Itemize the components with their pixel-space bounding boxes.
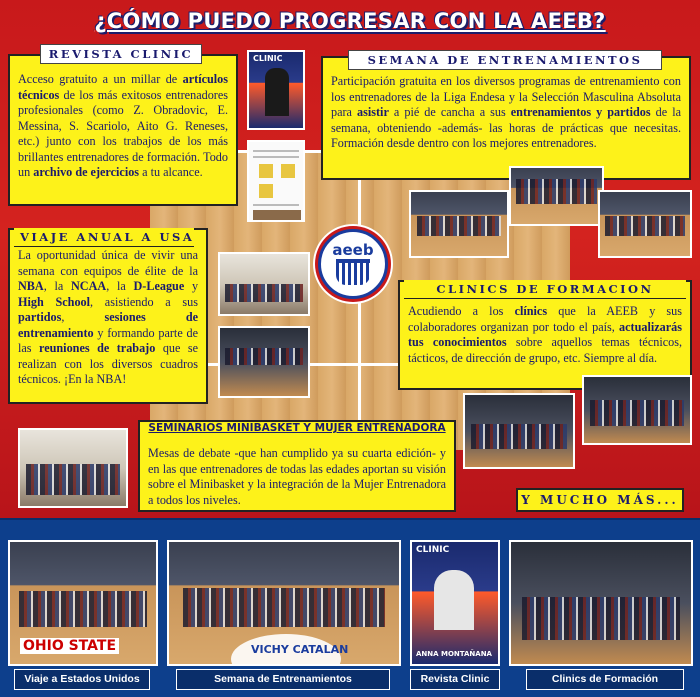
viaje-text: , asistiendo a sus: [90, 294, 198, 309]
caption-revista: Revista Clinic: [410, 669, 500, 690]
caption-clinics: Clinics de Formación: [526, 669, 684, 690]
semana-text: de la semana, obteniendo -además- las horas de prácticas que necesitas. Formación desde dentro con los mejores entrenadores.: [331, 105, 682, 150]
semana-heading: SEMANA DE ENTRENAMIENTOS: [348, 50, 662, 70]
title-bar: [0, 0, 700, 42]
seminarios-text: Mesas de debate -que han cumplido ya su cuarta edición- y en las que entrenadores de todas las edades aportan su visión sobre el Minibasket y la integración de la Mujer Entrenadora a todos los niveles.: [148, 446, 446, 507]
players: [522, 597, 680, 640]
magazine-cover: [247, 50, 305, 130]
meeting-photo: [218, 252, 310, 316]
revista-box: [8, 54, 238, 206]
viaje-bold: reuniones de trabajo: [39, 341, 156, 355]
usa-photo: [8, 540, 158, 666]
arena-photo: [218, 326, 310, 398]
audience: [26, 464, 119, 494]
text-line: [253, 150, 298, 152]
semana-text: Participación gratuita en los diversos programas de entrenamiento con los entrenadores de la Liga Endesa y la Selección Masculina Absoluta para: [331, 74, 681, 119]
clinics-heading: CLINICS DE FORMACION: [404, 280, 686, 299]
viaje-text: , la: [106, 279, 126, 293]
viaje-text: y: [191, 279, 199, 293]
semana-box: [321, 56, 691, 180]
clinics-text: sobre aquellos temas técnicos, tácticos, de dirección de grupo, etc. Siempre al día.: [408, 335, 683, 365]
viaje-heading: VIAJE ANUAL A USA: [14, 228, 194, 247]
cover-name: ANNA MONTAÑANA: [416, 650, 492, 658]
viaje-text: , la: [43, 279, 64, 293]
training-photo: [409, 190, 509, 258]
clinic-photo: [463, 393, 575, 469]
clinics-bold: clínics: [514, 304, 548, 318]
semana-bold: entrenamientos y partidos: [510, 105, 651, 119]
group: [225, 348, 302, 365]
aeeb-logo: [318, 229, 388, 299]
training-photo: [598, 190, 692, 258]
viaje-text: que se realizan con los diversos cuadros técnicos. ¡En la NBA!: [18, 341, 199, 386]
seminarios-heading: SEMINARIOS MINIBASKET Y MUJER ENTRENADORA: [148, 422, 446, 434]
mucho-mas-label: Y MUCHO MÁS...: [516, 488, 684, 512]
team-group: [605, 216, 684, 235]
caption-semana: Semana de Entrenamientos: [176, 669, 390, 690]
vichy-floor-text: VICHY CATALAN: [251, 643, 349, 656]
group: [225, 284, 302, 302]
viaje-text: ,: [61, 310, 65, 324]
clinic-photo: [582, 375, 692, 445]
text-line: [253, 204, 298, 206]
logo-text: aeeb: [332, 241, 374, 259]
caption-usa: Viaje a Estados Unidos: [14, 669, 150, 690]
court-center-line: [358, 153, 361, 453]
basket-icon: [336, 259, 370, 285]
players: [590, 400, 683, 426]
text-line: [253, 156, 298, 158]
revista-text: de los más exitosos entrenadores profesionales (como Z. Obradovic, E. Messina, S. Scariolo, Aito G. Reneses, etc.) junto con los trabajos de los más brillantes entrenadores de formación. Todo un: [18, 87, 228, 179]
viaje-bold: High School: [18, 294, 91, 309]
revista-bold: archivo de ejercicios: [33, 165, 140, 179]
magazine-figure: [265, 68, 289, 116]
revista-bold: artículos técnicos: [18, 72, 229, 102]
viaje-text: La oportunidad única de vivir una semana con equipos de élite de la: [18, 248, 198, 278]
ohio-state-floor: OHIO STATE: [20, 638, 119, 654]
clinics-photo: [509, 540, 693, 666]
semana-photo: [167, 540, 401, 666]
viaje-bold: NBA: [18, 279, 44, 293]
semana-text: a pié de cancha a sus: [393, 105, 506, 119]
cover-figure: [434, 570, 474, 630]
group: [183, 588, 385, 627]
diagram-block: [259, 164, 273, 178]
seminar-photo: [18, 428, 128, 508]
clinic-cover: [410, 540, 500, 666]
magazine-logo: CLINIC: [253, 54, 283, 63]
viaje-text: y formando parte de las: [18, 325, 198, 355]
training-photo: [509, 166, 604, 226]
viaje-box: [8, 228, 208, 404]
semana-bold: asistir: [357, 105, 389, 119]
viaje-bold: partidos: [18, 310, 62, 324]
diagram-block: [259, 184, 273, 198]
clinics-text: que la AEEB y sus colaboradores organizan por todo el país,: [408, 304, 683, 334]
clinics-bold: actualizarás tus conocimientos: [408, 319, 682, 349]
team-group: [417, 216, 502, 235]
viaje-bold: NCAA: [70, 279, 107, 293]
viaje-bold: sesiones de entrenamiento: [18, 310, 199, 340]
magazine-page: [247, 140, 305, 222]
team-group: [516, 179, 596, 204]
viaje-bold: D-League: [133, 279, 185, 293]
players: [471, 424, 566, 449]
diagram-block: [281, 164, 295, 178]
revista-text: a tu alcance.: [142, 165, 203, 179]
revista-heading: REVISTA CLINIC: [40, 44, 202, 64]
group: [19, 591, 148, 628]
page-title: ¿CÓMO PUEDO PROGRESAR CON LA AEEB?: [94, 9, 606, 33]
cover-logo: CLINIC: [416, 545, 450, 555]
magazine-photo: [253, 210, 301, 220]
clinics-text: Acudiendo a los: [408, 304, 504, 318]
revista-text: Acceso gratuito a un millar de: [18, 72, 178, 86]
